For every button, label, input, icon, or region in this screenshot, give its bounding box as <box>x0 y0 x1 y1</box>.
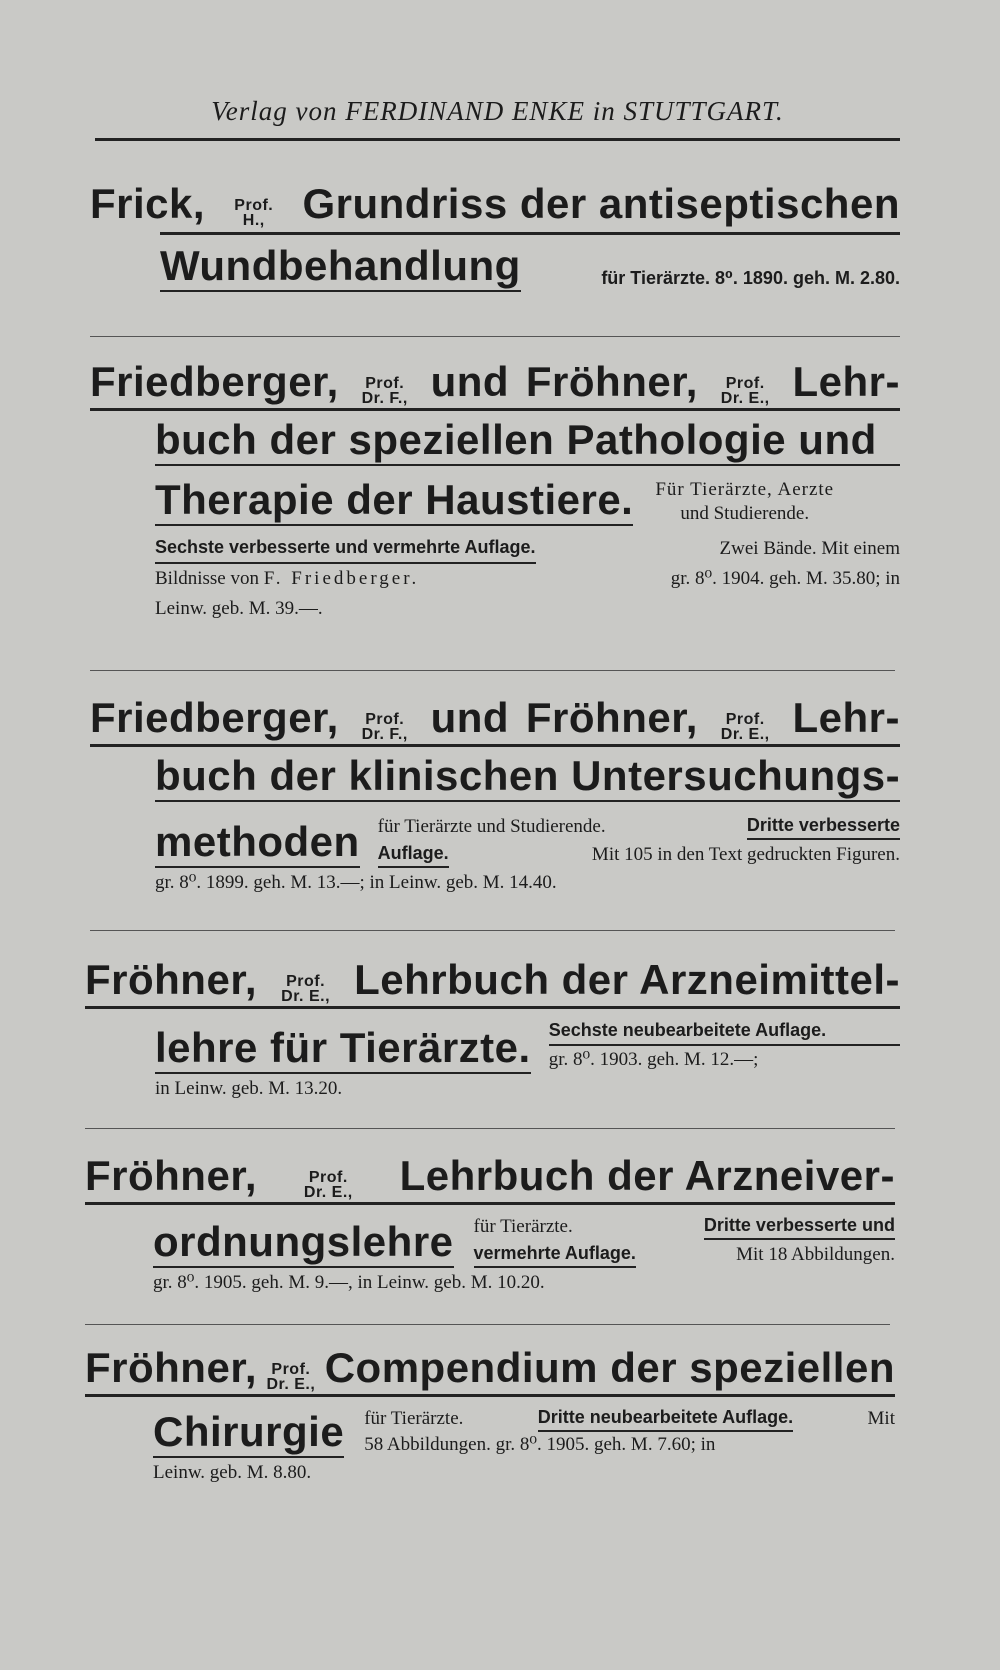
entry-title-line1: Lehrbuch der Arzneimittel- <box>354 956 900 1003</box>
entry-title-line2: Wundbehandlung <box>160 242 521 292</box>
entry-title-line2: ordnungslehre <box>153 1218 454 1268</box>
entry-untersuchungsmethoden: Friedberger, Prof. Dr. F., und Fröhner, Prof. Dr. E., Lehr- buch der klinischen Untersuchungs- methoden für Tierärzte und Studierende. Dritte verbesserte Auflage. Mit 105 in den Text gedruckten Figuren. gr. 8⁰. 1899. geh. M. 13.—; in Leinw. geb. M. 14.40. <box>90 694 901 893</box>
author-title: Prof. Dr. F., <box>361 711 408 743</box>
entry-author: Fröhner, <box>85 1344 258 1391</box>
header-rule <box>95 138 900 141</box>
author-title: Prof. Dr. E., <box>303 1169 353 1201</box>
entry-title-line3: methoden <box>155 818 360 868</box>
entry-title-line1: Lehrbuch der Arzneiver- <box>399 1152 895 1199</box>
entry-author: Fröhner, <box>85 956 258 1003</box>
edition: Dritte verbesserte und <box>704 1212 895 1240</box>
entry-author: Friedberger, <box>90 694 339 741</box>
separator <box>90 670 895 671</box>
entry-audience: für Tierärzte. 8⁰. 1890. geh. M. 2.80. <box>601 268 900 288</box>
entry-title-line2: lehre für Tierärzte. <box>155 1024 531 1074</box>
author-title: Prof. Dr. E., <box>281 973 331 1005</box>
separator <box>90 336 900 337</box>
entry-title-line2: buch der klinischen Untersuchungs- <box>155 752 900 802</box>
entry-title-line2: buch der speziellen Pathologie und <box>155 416 900 466</box>
entry-pathologie: Friedberger, Prof. Dr. F., und Fröhner, Prof. Dr. E., Lehr- buch der speziellen Pathologie und Therapie der Haustiere. Für Tierärzte, Aerzte und Studierende. Sechste verbesserte und vermehrte Auflage. Zwei Bände. Mit einem Bildnisse von F. Friedberger. gr. 8⁰. 1904. geh. M. 35.80; in Leinw. geb. M. 39.—. <box>90 358 900 619</box>
edition: Dritte verbesserte <box>747 812 900 840</box>
entry-arzneimittellehre: Fröhner, Prof. Dr. E., Lehrbuch der Arzneimittel- lehre für Tierärzte. Sechste neubearbeitete Auflage. gr. 8⁰. 1903. geh. M. 12.—; in Leinw. geb. M. 13.20. <box>85 956 900 1099</box>
edition: Sechste verbesserte und vermehrte Auflage. <box>155 532 536 564</box>
author-title: Prof. Dr. E., <box>720 711 770 743</box>
entry-author: Fröhner, <box>525 358 698 405</box>
entry-frick <box>90 176 900 292</box>
entry-author: Fröhner, <box>525 694 698 741</box>
separator <box>85 1324 890 1325</box>
edition: Dritte neubearbeitete Auflage. <box>538 1404 793 1432</box>
entry-chirurgie: Fröhner, Prof. Dr. E., Compendium der speziellen Chirurgie für Tierärzte. Dritte neubearbeitete Auflage. Mit 58 Abbildungen. gr. 8⁰. 1905. geh. M. 7.60; in Leinw. geb. M. 8.80. <box>85 1344 895 1483</box>
separator <box>90 930 895 931</box>
entry-arzneiverordnungslehre: Fröhner, Prof. Dr. E., Lehrbuch der Arzneiver- ordnungslehre für Tierärzte. Dritte verbesserte und vermehrte Auflage. Mit 18 Abbildungen. gr. 8⁰. 1905. geh. M. 9.—, in Leinw. geb. M. 10.20. <box>85 1152 895 1293</box>
author-title: Prof. Dr. F., <box>361 375 408 407</box>
author-title: Prof. Dr. E., <box>266 1361 316 1393</box>
separator <box>85 1128 895 1129</box>
entry-author: Fröhner, <box>85 1152 258 1199</box>
entry-title-line1: Grundriss der antiseptischen <box>302 180 900 227</box>
author-title: Prof. Dr. E., <box>720 375 770 407</box>
entry-title-line1: Compendium der speziellen <box>324 1344 895 1391</box>
entry-author: Frick, <box>90 180 206 227</box>
entry-author: Friedberger, <box>90 358 339 405</box>
edition: Sechste neubearbeitete Auflage. <box>549 1016 900 1046</box>
publisher-header: Verlag von FERDINAND ENKE in STUTTGART. <box>211 96 784 126</box>
author-title: Prof. H., <box>234 197 274 229</box>
entry-title-line2: Chirurgie <box>153 1408 344 1458</box>
entry-title-line3: Therapie der Haustiere. <box>155 476 633 526</box>
